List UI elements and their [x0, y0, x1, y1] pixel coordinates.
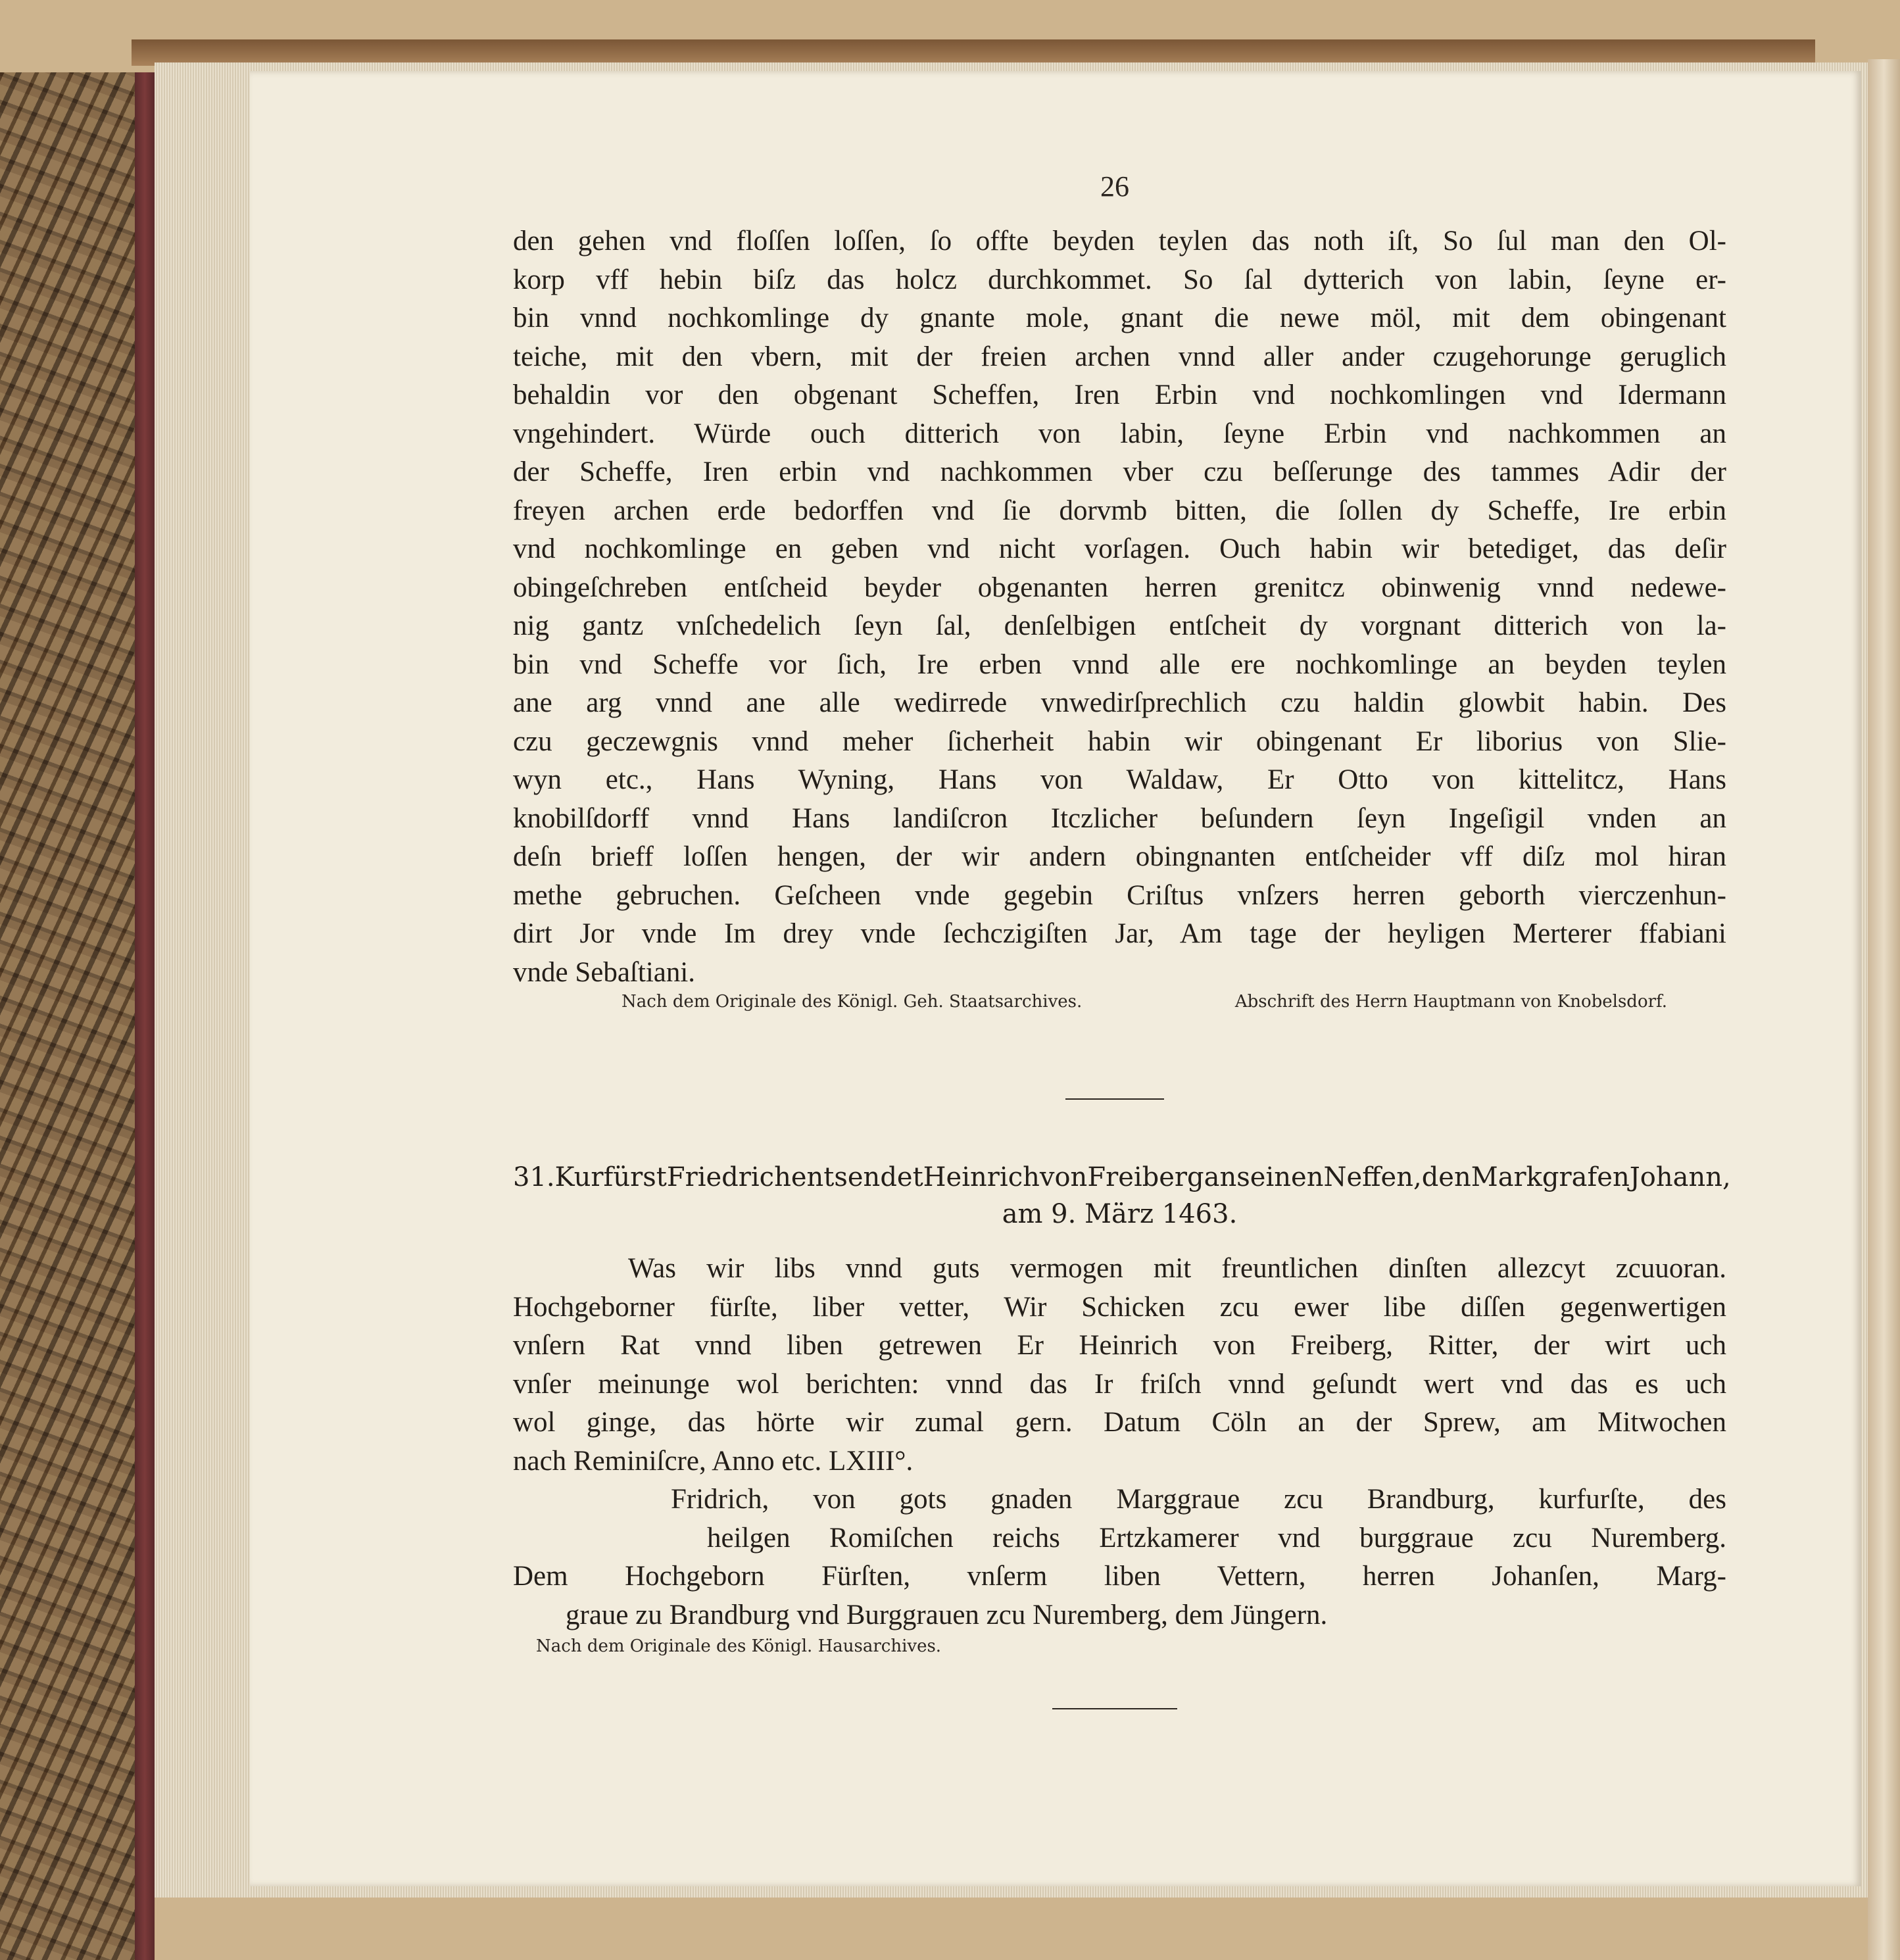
body-line: korp vff hebin biſz das holcz durchkommet. So ſal dytterich von labin, ſeyne er- — [513, 264, 1726, 295]
body-line: teiche, mit den vbern, mit der freien archen vnnd aller ander czugehorunge geruglich — [513, 341, 1726, 372]
page-number: 26 — [1100, 170, 1129, 203]
body-line: vnd nochkomlinge en geben vnd nicht vorſagen. Ouch habin wir betediget, das deſir — [513, 533, 1726, 564]
body-line: den gehen vnd floſſen loſſen, ſo offte beyden teylen das noth iſt, So ſul man den Ol- — [513, 226, 1726, 257]
body-line: dirt Jor vnde Im drey vnde ſechczigiſten Jar, Am tage der heyligen Merterer ffabiani — [513, 918, 1726, 949]
body-line: knobilſdorff vnnd Hans landiſcron Itczlicher beſundern ſeyn Ingeſigil vnden an — [513, 802, 1726, 834]
letter-line: nach Reminiſcre, Anno etc. LXIII°. — [513, 1445, 913, 1477]
heading-word: von — [1039, 1162, 1088, 1192]
body-line: der Scheffe, Iren erbin vnd nachkommen vber czu beſſerunge des tammes Adir der — [513, 456, 1726, 487]
signature-block — [513, 1481, 1726, 1557]
marbled-endpaper — [0, 72, 155, 1960]
body-line: vnde Sebaſtiani. — [513, 956, 696, 988]
heading-word: Heinrich — [923, 1162, 1040, 1192]
source-note-left: Nach dem Originale des Königl. Geh. Staatsarchives. — [621, 992, 1083, 1012]
heading-word: Kurfürst — [554, 1162, 667, 1192]
heading-line-1 — [513, 1159, 1731, 1196]
body-line: ane arg vnnd ane alle wedirrede vnwedirſprechlich czu haldin glowbit habin. Des — [513, 687, 1726, 718]
body-line: methe gebruchen. Geſcheen vnde gegebin Criſtus vnſzers herren geborth vierczenhun- — [513, 879, 1726, 911]
body-line: czu geczewgnis vnnd meher ſicherheit habin wir obingenant Er liborius von Slie- — [513, 725, 1726, 757]
heading-word: seinen — [1236, 1162, 1324, 1192]
letter-line: Was wir libs vnnd guts vermogen mit freuntlichen dinſten allezcyt zcuuoran. — [628, 1253, 1726, 1284]
signature-line: heilgen Romiſchen reichs Ertzkamerer vnd burggraue zcu Nuremberg. — [707, 1522, 1726, 1554]
address-line: graue zu Brandburg vnd Burggrauen zcu Nuremberg, dem Jüngern. — [566, 1599, 1328, 1630]
body-line: freyen archen erde bedorffen vnd ſie dorvmb bitten, die ſollen dy Scheffe, Ire erbin — [513, 495, 1726, 526]
heading-word: 31. — [513, 1162, 555, 1192]
cover-top-edge — [132, 39, 1815, 66]
heading-line-2: am 9. März 1463. — [1002, 1199, 1238, 1229]
heading-word: entsendet — [791, 1162, 923, 1192]
letter-line: vnſern Rat vnnd liben getrewen Er Heinrich von Freiberg, Ritter, der wirt uch — [513, 1330, 1726, 1361]
heading-word: Friedrich — [666, 1162, 791, 1192]
heading-word: Neffen, — [1323, 1162, 1422, 1192]
body-line: wyn etc., Hans Wyning, Hans von Waldaw, Er Otto von kittelitcz, Hans — [513, 764, 1726, 795]
body-line: bin vnnd nochkomlinge dy gnante mole, gnant die newe möl, mit dem obingenant — [513, 303, 1726, 333]
letter-line: wol ginge, das hörte wir zumal gern. Datum Cöln an der Sprew, am Mitwochen — [513, 1407, 1726, 1438]
signature-line: Fridrich, von gots gnaden Marggraue zcu Brandburg, kurfurſte, des — [671, 1484, 1726, 1515]
body-line: obingeſchreben entſcheid beyder obgenanten herren grenitcz obinwenig vnnd nedewe- — [513, 572, 1726, 603]
end-divider — [1052, 1708, 1177, 1709]
heading-word: Markgrafen — [1471, 1162, 1630, 1192]
address-line: Dem Hochgeborn Fürſten, vnſerm liben Vettern, herren Johanſen, Marg- — [513, 1561, 1726, 1592]
document-body — [513, 222, 1726, 992]
body-line: bin vnd Scheffe vor ſich, Ire erben vnnd alle ere nochkomlinge an beyden teylen — [513, 649, 1726, 680]
heading-word: an — [1204, 1162, 1237, 1192]
letter-line: Hochgeborner fürſte, liber vetter, Wir Schicken zcu ewer libe diſſen gegenwertigen — [513, 1291, 1726, 1323]
source-note-1 — [621, 992, 1667, 1012]
letter-line: vnſer meinunge wol berichten: vnnd das Ir friſch vnnd geſundt wert vnd das es uch — [513, 1368, 1726, 1400]
heading-word: Johann, — [1629, 1162, 1731, 1192]
source-note-right: Abschrift des Herrn Hauptmann von Knobelsdorf. — [1234, 992, 1667, 1012]
body-line: behaldin vor den obgenant Scheffen, Iren Erbin vnd nochkomlingen vnd Idermann — [513, 380, 1726, 410]
heading-word: Freiberg — [1087, 1162, 1204, 1192]
right-page-edge — [1868, 59, 1900, 1960]
body-line: nig gantz vnſchedelich ſeyn ſal, denſelbigen entſcheit dy vorgnant ditterich von la- — [513, 610, 1726, 641]
document-heading — [513, 1159, 1731, 1233]
spine-edge — [135, 72, 155, 1960]
letter-body — [513, 1250, 1726, 1634]
section-divider — [1065, 1098, 1164, 1100]
body-line: vngehindert. Würde ouch ditterich von labin, ſeyne Erbin vnd nachkommen an — [513, 418, 1726, 449]
heading-word: den — [1421, 1162, 1471, 1192]
source-note-2: Nach dem Originale des Königl. Hausarchives. — [536, 1636, 942, 1656]
body-line: deſn brieff loſſen hengen, der wir andern obingnanten entſcheider vff diſz mol hiran — [513, 841, 1726, 872]
